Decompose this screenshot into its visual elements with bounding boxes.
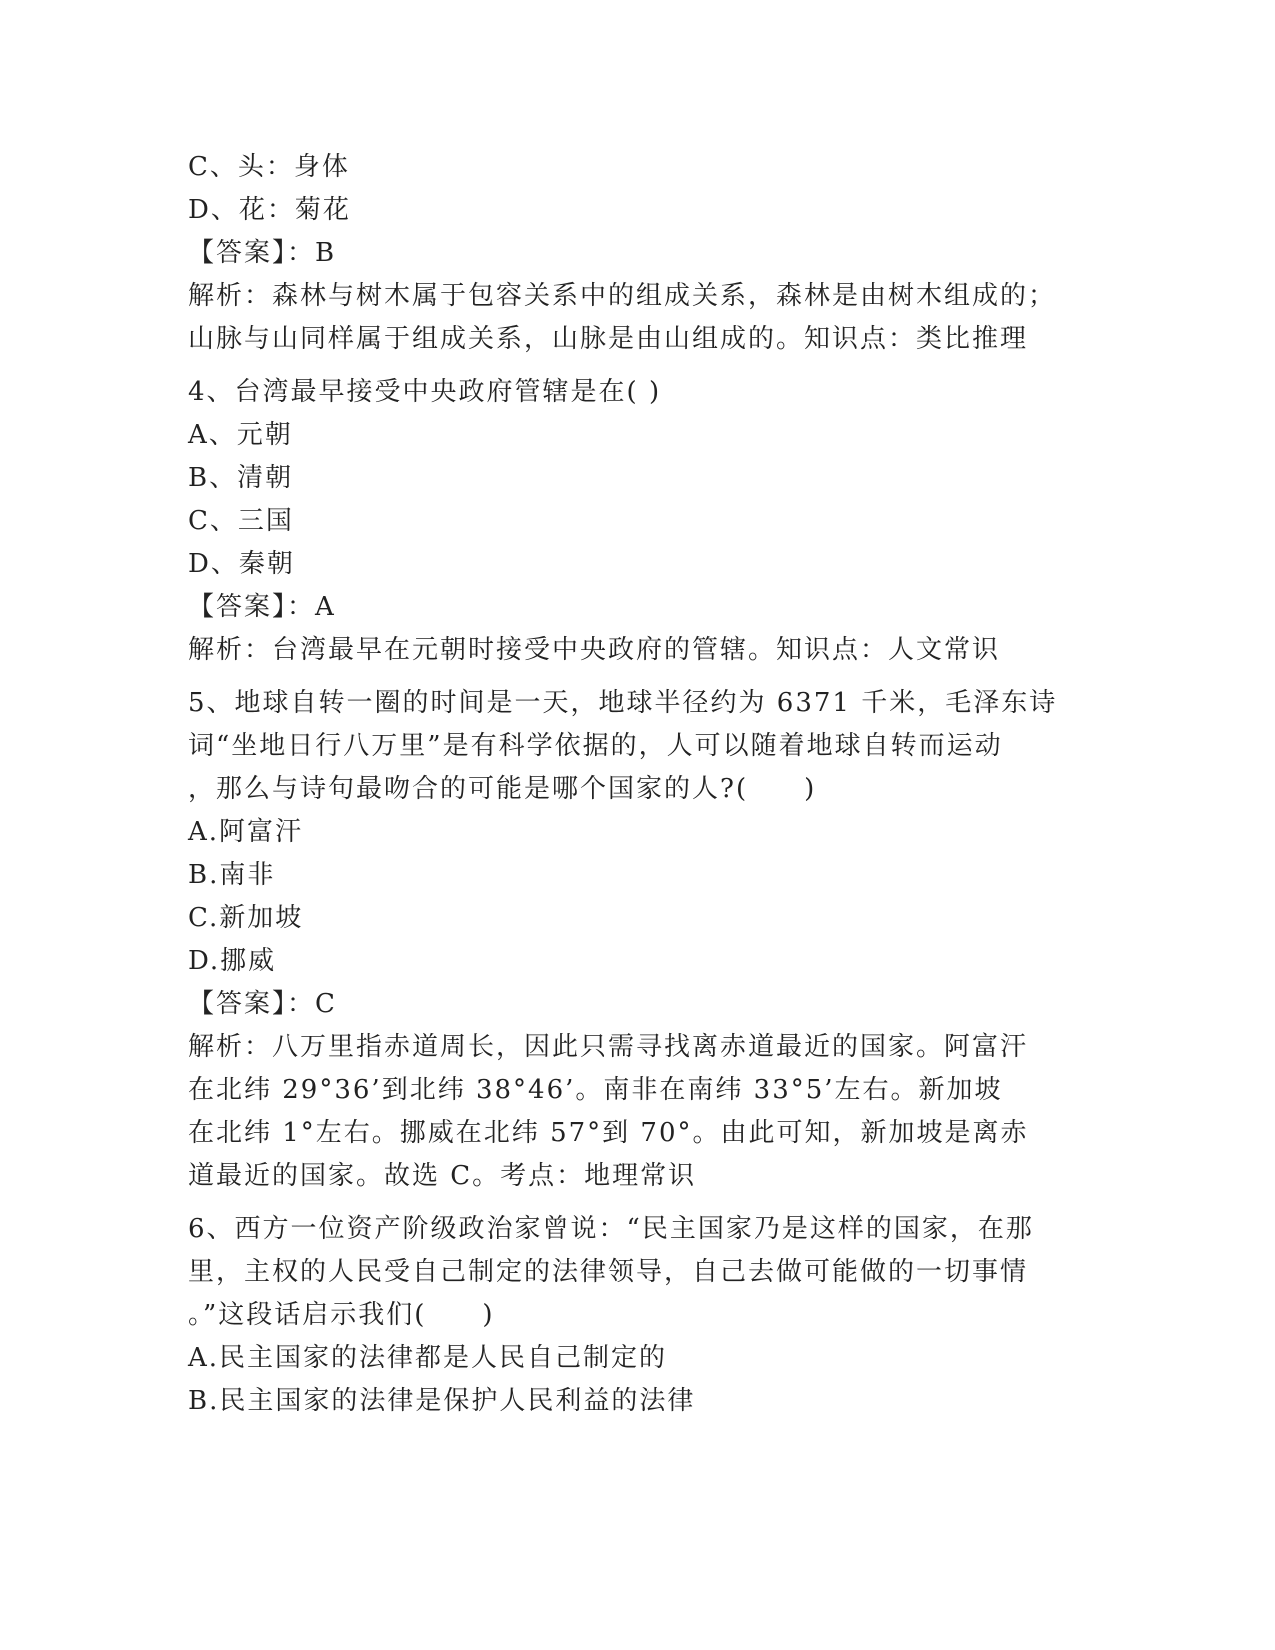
q4-answer: 【答案】：A	[188, 592, 336, 622]
q3-answer: 【答案】：B	[188, 238, 337, 268]
question-gap	[188, 1198, 1088, 1208]
q6-stem-line-3: 。”这段话启示我们( )	[188, 1300, 495, 1330]
q3-option-c: C、头：身体	[188, 152, 350, 182]
q5-answer: 【答案】：C	[188, 989, 337, 1019]
q4-option-b: B、清朝	[188, 463, 294, 493]
q5-option-b: B.南非	[188, 860, 276, 890]
q5-option-d: D.挪威	[188, 946, 277, 976]
q4-option-c: C、三国	[188, 506, 294, 536]
question-gap	[188, 672, 1088, 682]
q5-explanation-line-4: 道最近的国家。故选 C。考点：地理常识	[188, 1161, 697, 1191]
q5-explanation-line-1: 解析：八万里指赤道周长，因此只需寻找离赤道最近的国家。阿富汗	[188, 1032, 1029, 1062]
q5-option-c: C.新加坡	[188, 903, 304, 933]
q6-stem-line-1: 6、西方一位资产阶级政治家曾说：“民主国家乃是这样的国家，在那	[188, 1214, 1034, 1244]
question-content	[188, 146, 1088, 1423]
q3-explanation-line-1: 解析：森林与树木属于包容关系中的组成关系，森林是由树木组成的；	[188, 281, 1057, 311]
q5-stem-line-2: 词“坐地日行八万里”是有科学依据的，人可以随着地球自转而运动	[188, 731, 1003, 761]
q3-explanation-line-2: 山脉与山同样属于组成关系，山脉是由山组成的。知识点：类比推理	[188, 324, 1029, 354]
q4-explanation: 解析：台湾最早在元朝时接受中央政府的管辖。知识点：人文常识	[188, 635, 1001, 665]
question-gap	[188, 361, 1088, 371]
q6-option-a: A.民主国家的法律都是人民自己制定的	[188, 1343, 668, 1373]
q5-stem-line-1: 5、地球自转一圈的时间是一天，地球半径约为 6371 千米，毛泽东诗	[188, 688, 1058, 718]
q6-stem-line-2: 里，主权的人民受自己制定的法律领导，自己去做可能做的一切事情	[188, 1257, 1029, 1287]
q5-explanation-line-2: 在北纬 29°36’到北纬 38°46’。南非在南纬 33°5’左右。新加坡	[188, 1075, 1003, 1105]
q6-option-b: B.民主国家的法律是保护人民利益的法律	[188, 1386, 696, 1416]
q5-explanation-line-3: 在北纬 1°左右。挪威在北纬 57°到 70°。由此可知，新加坡是离赤	[188, 1118, 1029, 1148]
q3-option-d: D、花：菊花	[188, 195, 351, 225]
q4-stem: 4、台湾最早接受中央政府管辖是在( )	[188, 377, 662, 407]
q5-stem-line-3: ，那么与诗句最吻合的可能是哪个国家的人?( )	[188, 774, 817, 804]
q4-option-d: D、秦朝	[188, 549, 295, 579]
q4-option-a: A、元朝	[188, 420, 293, 450]
q5-option-a: A.阿富汗	[188, 817, 304, 847]
